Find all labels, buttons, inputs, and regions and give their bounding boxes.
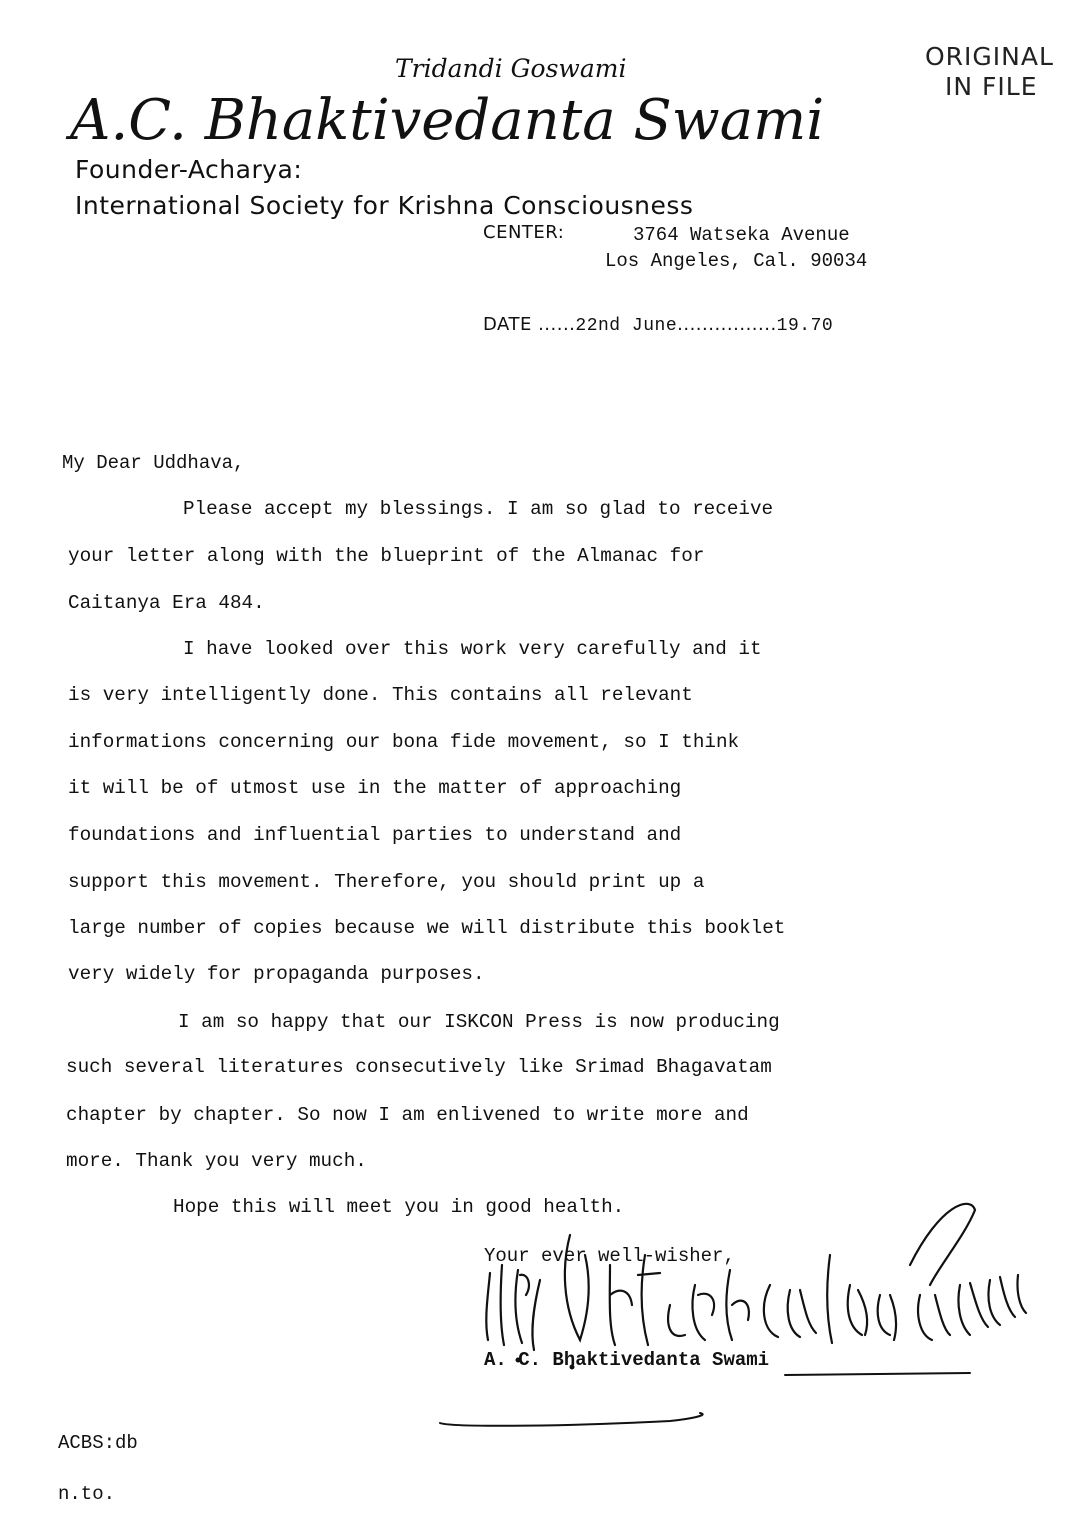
body-line: support this movement. Therefore, you should print up a bbox=[68, 871, 705, 893]
body-line: I am so happy that our ISKCON Press is now producing bbox=[178, 1011, 780, 1033]
date-dots-1: ...... bbox=[538, 314, 576, 335]
handwritten-signature-icon bbox=[470, 1195, 1050, 1375]
date-value: 22nd June bbox=[575, 316, 678, 336]
signatory-name: A. C. Bhaktivedanta Swami bbox=[484, 1349, 770, 1371]
original-in-file-stamp bbox=[925, 42, 1054, 102]
stamp-line-2: IN FILE bbox=[945, 72, 1038, 101]
ncc-note: n.to. bbox=[58, 1483, 116, 1505]
address-line-1: 3764 Watseka Avenue bbox=[633, 224, 850, 246]
body-line: large number of copies because we will distribute this booklet bbox=[68, 917, 786, 939]
closing: Your ever well-wisher, bbox=[484, 1245, 735, 1267]
reference-initials: ACBS:db bbox=[58, 1432, 138, 1454]
date-year: 19.70 bbox=[776, 316, 834, 336]
letterhead-subtitle: Tridandi Goswami bbox=[395, 54, 627, 83]
letterhead-title: A.C. Bhaktivedanta Swami bbox=[70, 88, 825, 153]
date-label: DATE bbox=[483, 314, 532, 335]
founder-block bbox=[75, 152, 693, 224]
center-address bbox=[605, 222, 867, 274]
body-line: such several literatures consecutively like Srimad Bhagavatam bbox=[66, 1056, 772, 1078]
body-line: more. Thank you very much. bbox=[66, 1150, 367, 1172]
body-line: Please accept my blessings. I am so glad to receive bbox=[183, 498, 774, 520]
signature-underline-icon bbox=[430, 1365, 990, 1435]
center-label: CENTER: bbox=[483, 222, 565, 243]
body-line: informations concerning our bona fide movement, so I think bbox=[68, 731, 740, 753]
body-line: foundations and influential parties to understand and bbox=[68, 824, 682, 846]
stamp-line-1: ORIGINAL bbox=[925, 42, 1054, 71]
body-line: is very intelligently done. This contains all relevant bbox=[68, 684, 693, 706]
society-name: International Society for Krishna Consciousness bbox=[75, 191, 694, 220]
body-line: Caitanya Era 484. bbox=[68, 592, 265, 614]
body-line: it will be of utmost use in the matter of approaching bbox=[68, 777, 682, 799]
date-dots-2: ................ bbox=[677, 314, 777, 335]
body-line: I have looked over this work very carefully and it bbox=[183, 638, 762, 660]
founder-title: Founder-Acharya: bbox=[75, 155, 303, 184]
date-row bbox=[483, 314, 833, 336]
address-line-2: Los Angeles, Cal. 90034 bbox=[605, 250, 868, 272]
body-line: your letter along with the blueprint of the Almanac for bbox=[68, 545, 705, 567]
body-line: Hope this will meet you in good health. bbox=[173, 1196, 625, 1218]
salutation: My Dear Uddhava, bbox=[62, 452, 245, 474]
body-line: chapter by chapter. So now I am enlivened to write more and bbox=[66, 1104, 749, 1126]
body-line: very widely for propaganda purposes. bbox=[68, 963, 485, 985]
